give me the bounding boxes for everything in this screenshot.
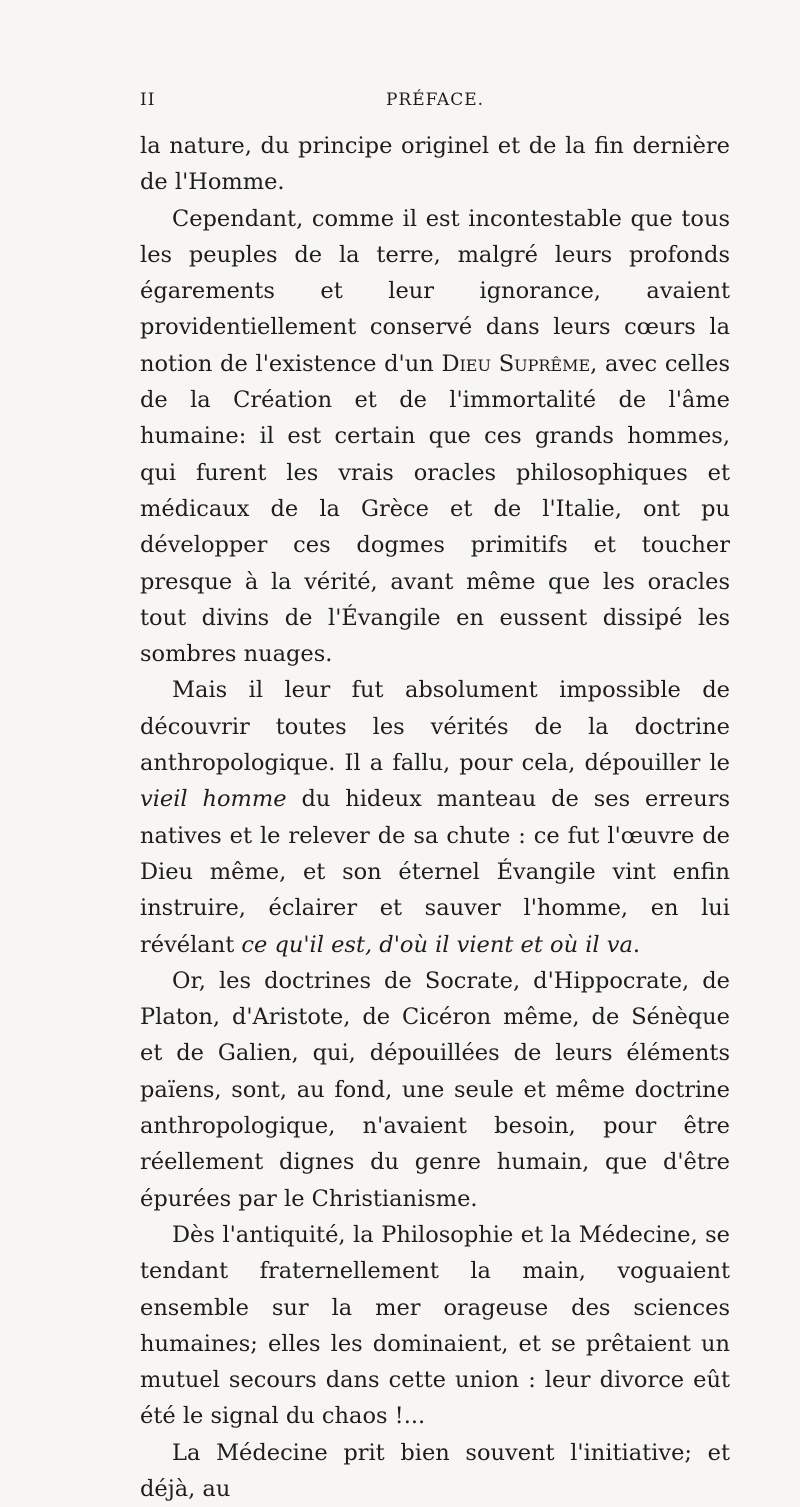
- paragraph-text: .: [632, 931, 641, 958]
- running-title: PRÉFACE.: [385, 90, 485, 110]
- paragraph: Or, les doctrines de Socrate, d'Hippocrate, de Platon, d'Aristote, de Cicéron même, de Sénèque et de Galien, qui, dépouillées de leurs éléments païens, sont, au fond, une seule et même doctrine anthropologique, n'avaient besoin, pour être réellement dignes du genre humain, que d'être épurées par le Christianisme.: [140, 967, 730, 1212]
- paragraph-truncated: La Médecine prit bien souvent l'initiative; et déjà, au: [140, 1439, 730, 1502]
- italic-phrase: ce qu'il est, d'où il vient et où il va: [241, 931, 633, 958]
- page-body: [140, 128, 730, 1507]
- paragraph-text: , avec celles de la Création et de l'immortalité de l'âme humaine: il est certain que ces grands hommes, qui furent les vrais oracles philosophiques et médicaux de la Grèce et de l'Italie, ont pu développer ces dogmes primitifs et toucher presque à la vérité, avant même que les oracles tout divins de l'Évangile en eussent dissipé les sombres nuages.: [140, 350, 730, 668]
- paragraph-text: du hideux manteau de ses erreurs natives et le relever de sa chute : ce fut l'œuvre de Dieu même, et son éternel Évangile vint enfin instruire, éclairer et sauver l'homme, en lui révélant: [140, 786, 730, 958]
- page-number: II: [140, 90, 156, 110]
- paragraph: Dès l'antiquité, la Philosophie et la Médecine, se tendant fraternellement la main, voguaient ensemble sur la mer orageuse des sciences humaines; elles les dominaient, et se prêtaient un mutuel secours dans cette union : leur divorce eût été le signal du chaos !...: [140, 1221, 730, 1430]
- italic-phrase: vieil homme: [140, 786, 287, 813]
- page-header: [140, 90, 730, 120]
- paragraph-text: Mais il leur fut absolument impossible de découvrir toutes les vérités de la doctrine anthropologique. Il a fallu, pour cela, dépouiller le: [140, 677, 730, 777]
- small-caps-term: Dieu Suprême: [441, 350, 591, 377]
- paragraph-text: Cependant, comme il est incontestable que tous les peuples de la terre, malgré leurs profonds égarements et leur ignorance, avaient providentiellement conservé dans leurs cœurs la notion de l'existence d'un: [140, 205, 730, 377]
- paragraph-continued: la nature, du principe originel et de la fin dernière de l'Homme.: [140, 133, 730, 196]
- paragraph: [140, 672, 730, 962]
- paragraph: [140, 201, 730, 673]
